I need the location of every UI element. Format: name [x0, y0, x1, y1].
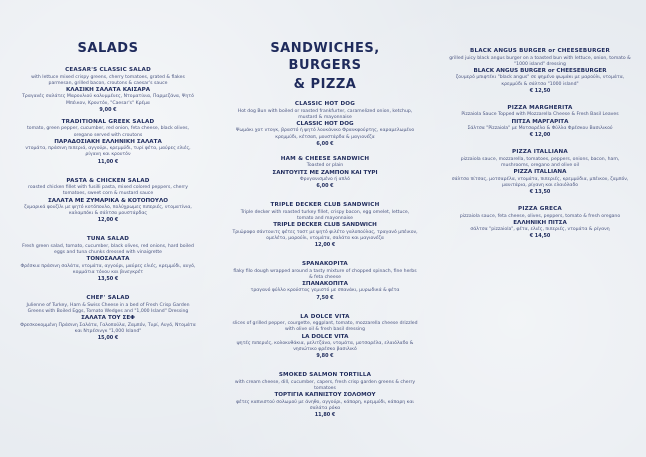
item-greek-description: Ψωμάκι χοτ ντογκ, βραστό ή ψητό λουκάνικο Φρανκφούρτης, καραμελωμένο κρεμμύδι, κέτσαπ, μουστάρδα & μαγιονέζα	[235, 128, 415, 140]
item-price: 15,00 €	[97, 335, 119, 342]
item-price: € 14,50	[529, 233, 551, 240]
item-description: slices of grilled pepper, courgette, eggplant, tomato, mozzarella cheese drizzled with olive oil & fresh basil dressing	[232, 321, 418, 333]
item-description: Julienne of Turkey, Ham & Swiss Cheese in a bed of Fresh Crisp Garden Greens with Boiled Eggs, Tomato Wedges and "1,000 Island" Dressing	[26, 302, 190, 314]
item-price: 7,50 €	[316, 294, 334, 301]
item-greek-description: Φρεσκοκομμένη Πράσινη Σαλάτα, Γαλοπούλα, Ζαμπόν, Τυρί, Αυγό, Ντομάτα και Ντρέσινγκ "1,000 Island"	[20, 322, 196, 334]
item-name: CEASAR'S CLASSIC SALAD	[65, 67, 151, 73]
item-greek-description: ψητές πιπεριές, κολοκυθάκια, μελιτζάνα, ντομάτα, μοτσαρέλα, ελαιόλαδο & νησιώτικο φρέσκο βασιλικό	[236, 341, 414, 353]
item-description: Pizzaiola Sauce Topped with Mozzarella Cheese & Fresh Basil Leaves	[461, 112, 619, 118]
item-name: BLACK ANGUS BURGER or CHEESEBURGER	[470, 48, 610, 54]
sandwiches-title-line2: & PIZZA	[293, 77, 357, 92]
item-description: Triple decker with roasted turkey fillet, crispy bacon, egg omelet, lettuce, tomato and mayonnaise	[240, 209, 410, 221]
item-price: € 12,00	[529, 132, 551, 139]
item-greek-name: ΤΟΡΤΙΓΙΑ ΚΑΠΝΙΣΤΟΥ ΣΟΛΟΜΟΥ	[274, 392, 376, 399]
item-price: 11,80 €	[314, 412, 336, 419]
item-greek-name: ΕΛΛΗΝΙΚΗ ΠΙΤΣΑ	[513, 219, 567, 226]
item-greek-name: TRIPLE DECKER CLUB SANDWICH	[273, 222, 377, 229]
item-greek-name: ΚΛΑΣΙΚΗ ΣΑΛΑΤΑ ΚΑΙΣΑΡΑ	[65, 86, 151, 93]
item-greek-name: ΣΑΝΤΟΥΙΤΣ ΜΕ ΖΑΜΠΟΝ ΚΑΙ ΤΥΡΙ	[272, 169, 378, 176]
item-price: 6,00 €	[316, 140, 334, 147]
menu-item	[232, 101, 418, 148]
menu-item	[20, 178, 196, 225]
item-name: LA DOLCE VITA	[300, 313, 350, 320]
item-greek-name: LA DOLCE VITA	[301, 333, 349, 340]
menu-item	[232, 372, 418, 419]
item-greek-name: ΠΙΤΣΑ ΜΑΡΓΑΡΙΤΑ	[511, 118, 569, 125]
item-description: flaky filo dough wrapped around a tasty mixture of chopped spinach, fine herbs & feta cheese	[233, 268, 417, 280]
item-name: SMOKED SALMON TORTILLA	[278, 372, 372, 379]
item-price: 9,00 €	[99, 106, 117, 113]
item-price: 6,00 €	[316, 183, 334, 190]
item-name: PASTA & CHICKEN SALAD	[66, 177, 150, 184]
item-greek-description: ντομάτα, πράσινη πιπεριά, αγγούρι, κρεμμύδι, τυρί φέτα, μαύρες ελιές, ρίγανη και κρουτόν	[25, 146, 191, 158]
sandwiches-title-line1: SANDWICHES, BURGERS	[270, 41, 380, 73]
item-name: PIZZA MARGHERITA	[507, 104, 573, 111]
sandwiches-column	[232, 40, 418, 419]
item-greek-description: ζουμερό μπιφτέκι "black angus" σε ψημένο ψωμάκι με μαρούλι, ντομάτα, κρεμμύδι & σάλτσα "1000 island"	[455, 75, 625, 87]
item-price: 12,00 €	[314, 242, 336, 249]
item-greek-description: Τριώροφο σάντουιτς φέτες τοστ με ψητό φιλέτο γαλοπούλας, τραγανό μπέικον, ομελέτα, μαρούλι, ντομάτα, σαλάτα και μαγιονέζα	[232, 229, 418, 241]
item-name: HAM & CHEESE SANDWICH	[280, 155, 370, 162]
menu-item	[20, 119, 196, 166]
menu-item	[20, 67, 196, 114]
item-description: grilled juicy black angus burger on a toasted bun with lettuce, onion, tomato & "1000 island" dressing	[449, 55, 631, 67]
menu-item	[232, 202, 418, 249]
item-greek-description: Σάλτσα "Pizzaiola" με Μοτσαρέλα & Φύλλα Φρέσκου Βασιλικού	[467, 126, 613, 132]
menu-item	[232, 156, 418, 190]
item-price: 13,50 €	[97, 276, 119, 283]
item-greek-description: Φρέσκια πράσινη σαλάτα, ντομάτα, αγγούρι, μαύρες ελιές, κρεμμύδι, αυγό, κομμάτια τόνου και βινεγκρέτ	[20, 263, 196, 276]
item-greek-description: σάλτσα πίτσας, μοτσαρέλα, ντομάτα, πιπεριές, κρεμμύδια, μπέικον, ζαμπόν, μανιτάρια, ρίγανη και ελαιόλαδο	[451, 176, 629, 188]
item-price: 11,00 €	[97, 158, 119, 165]
item-greek-description: τραγανό φύλλο κρούστας γεμιστό με σπανάκι, μυρωδικά & φέτα	[250, 288, 400, 294]
item-greek-name: ΣΑΛΑΤΑ ΤΟΥ ΣΕΦ	[81, 315, 135, 322]
menu-item	[232, 314, 418, 361]
item-name: SPANAKOPITA	[302, 261, 348, 268]
item-greek-description: φέτες καπνιστού σολωμού με άνηθο, αγγούρι, κάπαρη, κρεμμύδι, κάπαρη και σαλάτα ρόκα	[236, 399, 414, 412]
item-description: tomato, green pepper, cucumber, red onion, feta cheese, black olives, oregano served with croutons	[26, 126, 190, 138]
menu-item	[448, 206, 632, 240]
menu-item	[448, 48, 632, 95]
menu-item	[448, 105, 632, 139]
salads-title: SALADS	[77, 41, 139, 56]
item-price: € 13,50	[529, 189, 551, 196]
salads-column	[20, 40, 196, 342]
item-name: TRADITIONAL GREEK SALAD	[61, 118, 155, 125]
item-greek-description: Φρυγανισμένο ή απλό	[300, 177, 350, 183]
item-description: with lettuce mixed crispy greens, cherry tomatoes, grated & flakes parmesan, grilled bacon, croutons & caesar's sauce	[31, 74, 185, 86]
item-greek-description: σάλτσα "pizzaiola", φέτα, ελιές, πιπεριές, ντομάτα & ρίγανη	[470, 227, 610, 233]
item-greek-name: ΠΑΡΑΔΟΣΙΑΚΗ ΕΛΛΗΝΙΚΗ ΣΑΛΑΤΑ	[54, 138, 162, 145]
item-greek-name: ΣΑΛΑΤΑ ΜΕ ΖΥΜΑΡΙΚΑ & ΚΟΤΟΠΟΥΛΟ	[47, 197, 169, 204]
item-name: PIZZA GRECA	[518, 206, 562, 213]
item-price: € 12,50	[529, 87, 551, 94]
item-greek-description: ζυμαρικά φουζίλι με ψητό κοτόπουλο, πολύχρωμες πιπεριές, ντοματίνια, καλαμπόκι & σάλτσα μουστάρδας	[24, 205, 192, 217]
item-greek-name: CLASSIC HOT DOG	[296, 120, 354, 127]
item-name: CHEF' SALAD	[86, 295, 130, 302]
item-description: pizzaiola sauce, mozzarella, tomatoes, peppers, onions, bacon, ham, mushrooms, oregano and olive oil	[460, 156, 620, 168]
item-name: TRIPLE DECKER CLUB SANDWICH	[270, 202, 380, 209]
item-description: pizzaiola sauce, feta cheese, olives, peppers, tomato & fresh oregano	[459, 213, 621, 219]
item-greek-name: PIZZA ITALLIANA	[513, 169, 567, 176]
item-description: roasted chicken fillet with fusilli pasta, mixed colored peppers, cherry tomatoes, sweet corn & mustard sauce	[28, 185, 188, 197]
item-greek-description: Τραγανές σαλάτες Μαρουλιού καλυμμένες, Ντοματίνια, Παρμεζάνα, Ψητό Μπέικον, Κρουτόν, "Caesar's" Κρέμα	[22, 94, 194, 106]
item-price: 12,00 €	[97, 217, 119, 224]
menu-item	[232, 261, 418, 302]
item-name: TUNA SALAD	[86, 236, 130, 243]
item-greek-name: ΣΠΑΝΑΚΟΠΙΤΑ	[302, 280, 348, 287]
item-name: PIZZA ITALLIANA	[512, 149, 568, 156]
menu-item	[20, 236, 196, 283]
menu-item	[448, 149, 632, 196]
item-greek-name: BLACK ANGUS BURGER or CHEESEBURGER	[473, 67, 607, 74]
item-price: 9,80 €	[316, 353, 334, 360]
item-name: CLASSIC HOT DOG	[294, 101, 356, 107]
item-description: Hot dog Bun with boiled or roasted frankfurter, caramelized onion, ketchup, mustard & mayonnaise	[237, 108, 413, 120]
item-description: with cream cheese, dill, cucumber, capers, fresh crisp garden greens & cherry tomatoes	[234, 379, 416, 392]
burgers-pizza-column	[448, 48, 632, 240]
menu-item	[20, 295, 196, 342]
item-description: Toasted or plain	[306, 163, 344, 169]
item-greek-name: ΤΟΝΟΣΑΛΑΤΑ	[86, 256, 130, 263]
item-description: Fresh green salad, tomato, cucumber, black olives, red onions, hard boiled eggs and tuna chunks dressed with vinaigrette	[22, 243, 194, 256]
